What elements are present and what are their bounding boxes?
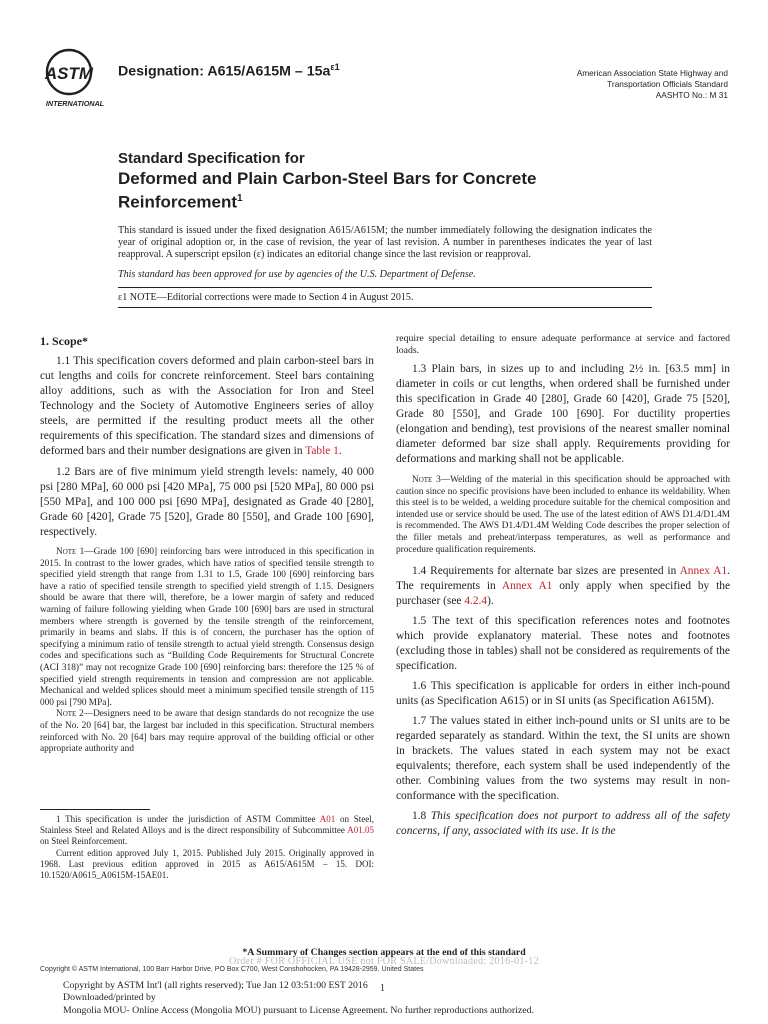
- title-line-1: Standard Specification for: [118, 150, 305, 167]
- divider-top: [118, 287, 652, 288]
- download-line-3: Mongolia MOU- Online Access (Mongolia MOU) pursuant to License Agreement. No further reproductions authorized.: [63, 1004, 534, 1016]
- page-number: 1: [380, 983, 385, 994]
- para-1-4-text-d: ).: [487, 595, 494, 608]
- right-column: [396, 333, 730, 839]
- section-heading-scope: 1. Scope*: [40, 334, 88, 348]
- footnote-1-text-c: on Steel Reinforcement.: [40, 836, 128, 847]
- aashto-block: [577, 68, 728, 101]
- para-1-4: [396, 564, 730, 609]
- note-1-text: 1—Grade 100 [690] reinforcing bars were introduced in this specification in 2015. In contrast to the lower grades, which have ratios of specified tensile strength to specified yield strength that range from 1.31 to 1.5, Grade 100 [690] reinforcing bars have a ratio of specified tensile strength to specified yield strength of 1.15. Designers should be aware that there will, therefore, be a lower margin of safety and reduced warning of failure following yielding when Grade 100 [690] bars are used in structural members where strength is governed by the tensile strength of the reinforcement, primarily in beams and slabs. If this is of concern, the purchaser has the option of specifying a minimum ratio of tensile strength to actual yield strength. Consensus design codes and specifications such as “Building Code Requirements for Structural Concrete (ACI 318)” may not recognize Grade 100 [690] reinforcing bars: therefore the 125 % of specified yield strength requirements in tension and compression are not applicable. Mechanical and welded splices should meet a minimum specified tensile strength of 115 000 psi [790 MPa].: [40, 547, 374, 708]
- summary-of-changes-note: *A Summary of Changes section appears at the end of this standard: [242, 947, 526, 958]
- logo-text: ASTM: [44, 64, 94, 83]
- footnote-edition: Current edition approved July 1, 2015. Published July 2015. Originally approved in 1968. Last previous edition approved in 2015 as A615/A615M – 15. DOI: 10.1520/A0615_A0615M-15AE01.: [40, 847, 374, 881]
- logo-subtext: INTERNATIONAL: [45, 99, 105, 108]
- para-1-3: 1.3 Plain bars, in sizes up to and including 2½ in. [63.5 mm] in diameter in coils or cut lengths, when ordered shall be furnished under this specification in Grade 40 [280], Grade 60 [420], Grade 75 [520], Grade 80 [550], and Grade 100 [690]. For ductility properties (elongation and bending), test provisions of the nearest smaller nominal diameter deformed bar size shall apply. Requirements providing for deformations and marking shall not be applicable.: [396, 363, 730, 465]
- footnote-divider: [40, 809, 150, 810]
- designation: [118, 62, 340, 80]
- para-1-8: [396, 809, 730, 839]
- note-2-label: Note: [56, 709, 77, 720]
- annex-a1-link-2[interactable]: Annex A1: [501, 580, 553, 593]
- title-line-3: [118, 189, 678, 213]
- subcommittee-a0105-link[interactable]: A01.05: [347, 825, 374, 836]
- note-2-text: 2—Designers need to be aware that design standards do not recognize the use of the No. 20 [64] bar, the largest bar included in this specification. Structural members reinforced with No. 20 [64] bars may require approval of the building official or other appropriate authority and: [40, 709, 374, 755]
- astm-logo-graphic: [38, 46, 118, 108]
- document-title: [118, 149, 678, 213]
- para-1-4-text-b: . The requirements in: [396, 565, 730, 593]
- para-1-4-text-c: only apply when specified by the purchaser (see: [396, 580, 730, 608]
- para-1-8-italic: This specification does not purport to address all of the safety concerns, if any, associated with its use. It is the: [396, 810, 730, 838]
- aashto-line-2: Transportation Officials Standard: [607, 79, 728, 89]
- aashto-line-1: American Association State Highway and: [576, 68, 728, 78]
- aashto-line-3: AASHTO No.: M 31: [655, 90, 728, 100]
- title-footnote-ref: 1: [237, 193, 243, 204]
- table-1-link[interactable]: Table 1: [305, 445, 339, 457]
- para-1-1-text: 1.1 This specification covers deformed and plain carbon-steel bars in cut lengths and coils for concrete reinforcement. Steel bars containing alloy additions, such as with the Association for Iron and Steel Technology and the Society of Automotive Engineers series of alloy steels, are permitted if the resulting product meets all the other requirements of this specification. The standard sizes and dimensions of deformed bars and their number designations are given in: [40, 355, 374, 457]
- para-1-5: 1.5 The text of this specification references notes and footnotes which provide explanatory material. These notes and footnotes (excluding those in tables) shall not be considered as requirements of the specification.: [396, 615, 730, 673]
- title-line-3-text: Reinforcement: [118, 192, 238, 212]
- footnote-1: [40, 814, 374, 848]
- footnote-1-text-b: on Steel, Stainless Steel and Related Alloys and is the direct responsibility of Subcommittee: [40, 814, 375, 836]
- astm-logo: [38, 46, 118, 108]
- designation-code: A615/A615M – 15a: [207, 63, 331, 80]
- divider-bottom: [118, 307, 652, 308]
- section-4-2-4-link[interactable]: 4.2.4: [464, 595, 488, 608]
- download-line-2: Downloaded/printed by: [63, 992, 156, 1004]
- para-1-4-text: 1.4 Requirements for alternate bar sizes are presented in: [412, 565, 680, 578]
- note-3-label: Note: [412, 475, 433, 485]
- astm-copyright: Copyright © ASTM International, 100 Barr Harbor Drive, PO Box C700, West Conshohocken, PA 19428-2959. United States: [40, 966, 424, 973]
- note-1: [40, 547, 374, 709]
- para-1-7: 1.7 The values stated in either inch-pound units or SI units are to be regarded separately as standard. Within the text, the SI units are shown in brackets. The values stated in each system may not be exact equivalents; therefore, each system shall be used independently of the other. Combining values from the two systems may result in non-conformance with the specification.: [396, 715, 730, 803]
- footnote-1-text: 1 This specification is under the jurisdiction of ASTM Committee: [56, 814, 320, 824]
- committee-a01-link[interactable]: A01: [319, 814, 336, 824]
- editorial-note: ε1 NOTE—Editorial corrections were made to Section 4 in August 2015.: [118, 292, 414, 303]
- dod-approval-statement: This standard has been approved for use by agencies of the U.S. Department of Defense.: [118, 269, 476, 280]
- note-1-label: Note: [56, 547, 77, 557]
- footnotes: [40, 814, 374, 881]
- para-1-6: 1.6 This specification is applicable for orders in either inch-pound units (as Specification A615) or in SI units (as Specification A615M).: [396, 680, 730, 708]
- title-line-2: Deformed and Plain Carbon-Steel Bars for Concrete: [118, 169, 537, 188]
- left-column: [40, 334, 374, 756]
- para-1-1: [40, 354, 374, 459]
- designation-prefix: Designation:: [118, 63, 208, 80]
- para-1-2: 1.2 Bars are of five minimum yield strength levels: namely, 40 000 psi [280 MPa], 60 000 psi [420 MPa], 75 000 psi [520 MPa], 80 000 psi [550 MPa], and 100 000 psi [690 MPa], designated as Grade 40 [280], Grade 60 [420], Grade 75 [520], Grade 80 [550], and Grade 100 [690], respectively.: [40, 466, 374, 538]
- download-info: [63, 980, 534, 1017]
- note-3-text: 3—Welding of the material in this specification should be approached with caution since no specific provisions have been included to enhance its weldability. When this steel is to be welded, a welding procedure suitable for the chemical composition and intended use or service should be used. The use of the latest edition of AWS D1.4/D1.4M is recommended. The AWS D1.4/D1.4M Welding Code describes the proper selection of the filler metals and preheat/interpass temperatures, as well as performance and procedure qualification requirements.: [396, 475, 730, 555]
- para-1-1-end: .: [338, 445, 342, 457]
- note-3: [396, 475, 730, 556]
- annex-a1-link-1[interactable]: Annex A1: [679, 565, 728, 578]
- issuance-statement: This standard is issued under the fixed designation A615/A615M; the number immediately following the designation indicates the year of original adoption or, in the case of revision, the year of last revision. A number in parentheses indicates the year of last reapproval. A superscript epsilon (ε) indicates an editorial change since the last revision or reapproval.: [118, 225, 652, 260]
- download-line-1: Copyright by ASTM Int'l (all rights reserved); Tue Jan 12 03:51:00 EST 2016: [63, 980, 368, 991]
- download-watermark: Order # FOR OFFICIAL USE not FOR SALE/Downloaded: 2016-01-12: [229, 956, 539, 967]
- note-2-continued: require special detailing to ensure adequate performance at service and factored loads.: [396, 333, 730, 356]
- designation-epsilon: ε1: [330, 62, 340, 72]
- para-1-8-num: 1.8: [412, 810, 431, 823]
- note-2: [40, 709, 374, 755]
